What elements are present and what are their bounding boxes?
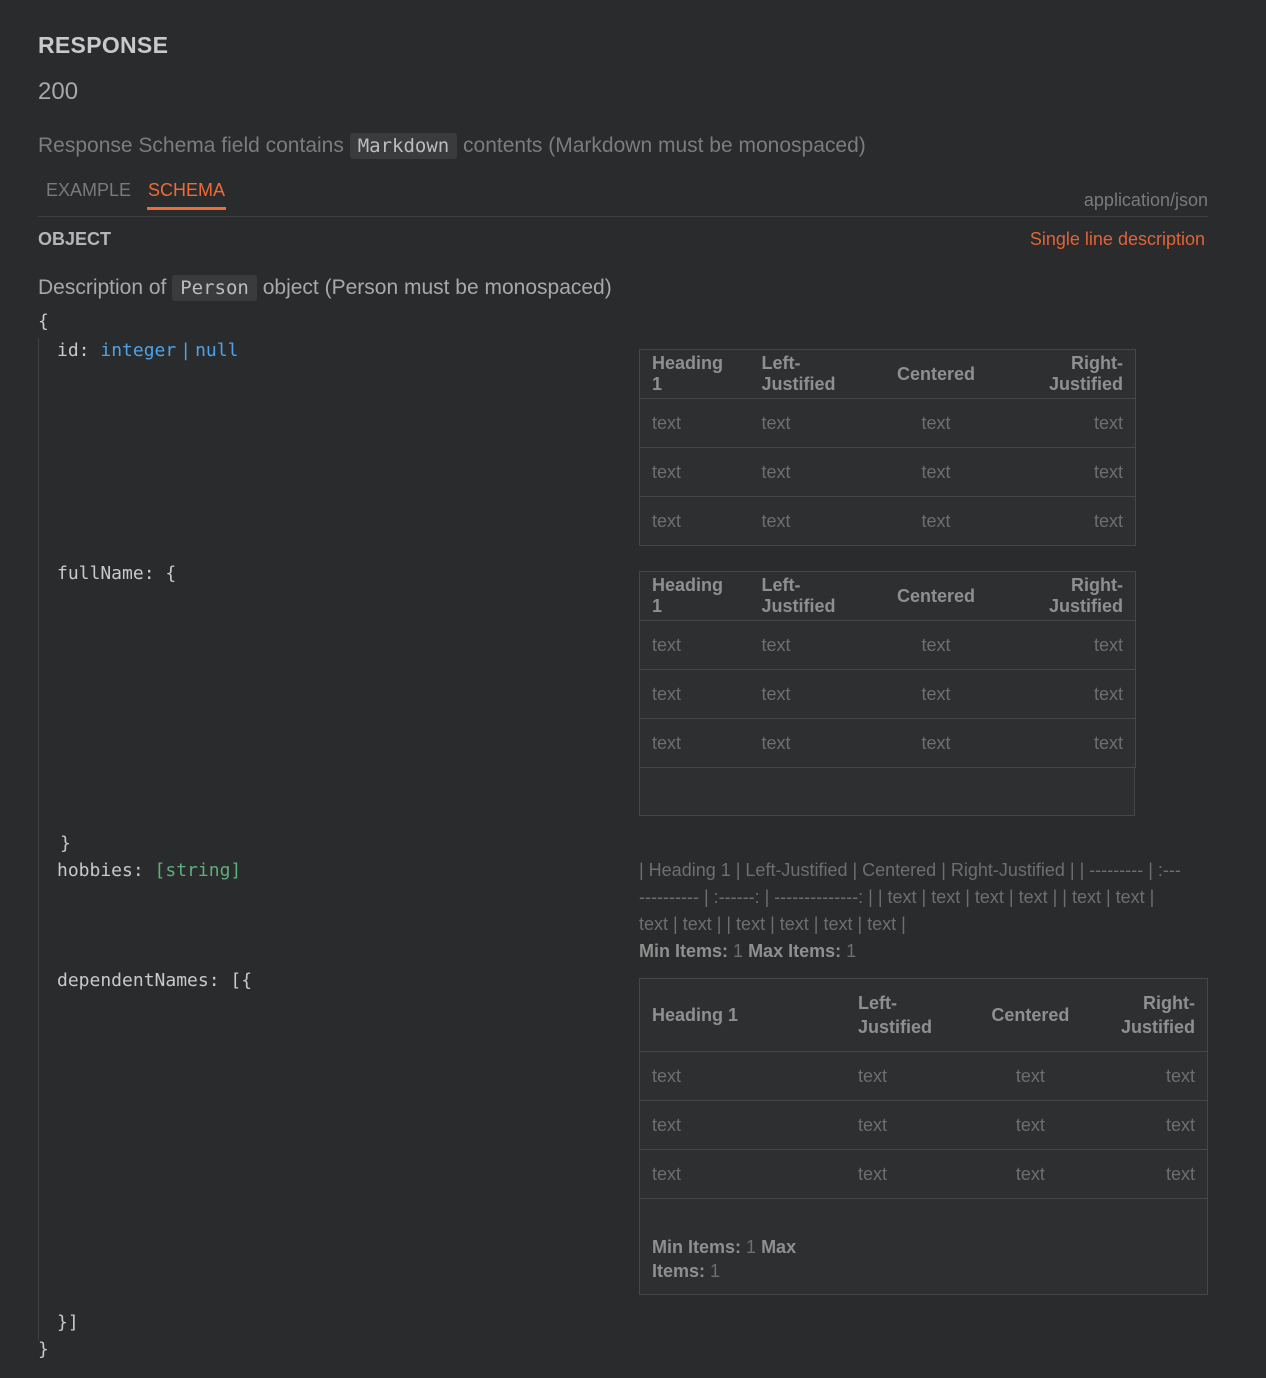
- raw-markdown-text: [639, 857, 1209, 965]
- table-cell: text: [749, 670, 885, 719]
- prop-hobbies-type: [string]: [154, 860, 242, 881]
- table-cell: text: [749, 621, 885, 670]
- response-title: RESPONSE: [38, 32, 169, 58]
- table-cell: text: [640, 1150, 847, 1199]
- table-cell: text: [987, 497, 1136, 546]
- object-desc-post: object (Person must be monospaced): [262, 276, 612, 299]
- prop-fullname: fullName: {: [57, 563, 177, 584]
- table-row: [640, 399, 1136, 448]
- table-cell: text: [846, 1101, 970, 1150]
- table-row: [640, 621, 1136, 670]
- min-items-value: 1: [746, 1237, 757, 1257]
- table-header: Heading 1: [640, 979, 847, 1052]
- max-word: Max: [761, 1237, 797, 1257]
- table-row: [640, 670, 1136, 719]
- table-header: Heading 1: [640, 572, 750, 621]
- table-header-row: [640, 979, 1208, 1052]
- table-cell: text: [987, 399, 1136, 448]
- table-row: [640, 1052, 1208, 1101]
- table-cell: text: [640, 399, 750, 448]
- prop-id-name: id:: [57, 340, 90, 361]
- table-cell: text: [987, 448, 1136, 497]
- table-header: Left-Justified: [749, 572, 885, 621]
- table-cell: text: [640, 497, 750, 546]
- table-row: [640, 497, 1136, 546]
- table-header: Centered: [885, 350, 987, 399]
- table-cell: text: [885, 497, 987, 546]
- table-cell: text: [640, 621, 750, 670]
- min-items-value: 1: [733, 941, 744, 961]
- tab-schema[interactable]: SCHEMA: [147, 180, 226, 210]
- markdown-table-2: [639, 571, 1136, 768]
- table-cell: text: [987, 670, 1136, 719]
- open-brace: {: [38, 311, 49, 332]
- max-items-value: 1: [710, 1261, 721, 1281]
- table-cell: text: [885, 719, 987, 768]
- table-cell: text: [749, 497, 885, 546]
- markdown-code: Markdown: [350, 133, 458, 159]
- table-2-empty-footer: [639, 768, 1135, 816]
- table-row: [640, 448, 1136, 497]
- table-header: Left-Justified: [749, 350, 885, 399]
- nesting-guide-line: [38, 338, 39, 1340]
- min-max-line-2: [652, 1259, 796, 1283]
- prop-id-null: null: [195, 340, 239, 361]
- table-cell: text: [987, 621, 1136, 670]
- schema-desc-post: contents (Markdown must be monospaced): [463, 134, 866, 157]
- type-separator: |: [180, 340, 192, 361]
- dependents-min-max: [652, 1235, 796, 1283]
- table-header: Right-Justified: [987, 350, 1136, 399]
- table-cell: text: [846, 1052, 970, 1101]
- single-line-description: Single line description: [1029, 229, 1205, 249]
- tab-bar: [38, 180, 1208, 217]
- table-header: Right-Justified: [987, 572, 1136, 621]
- object-description: [38, 276, 612, 300]
- hobbies-min-max: [639, 938, 1209, 965]
- table-header: Heading 1: [640, 350, 750, 399]
- table-cell: text: [640, 719, 750, 768]
- table-cell: text: [885, 621, 987, 670]
- prop-dependent-names: dependentNames: [{: [57, 970, 253, 991]
- max-items-label: Max Items:: [748, 941, 842, 961]
- table-cell: text: [970, 1101, 1091, 1150]
- markdown-table-3: [639, 978, 1208, 1199]
- raw-md-line: | Heading 1 | Left-Justified | Centered | Right-Justified | | --------- | :---: [639, 860, 1181, 880]
- table-cell: text: [1091, 1150, 1208, 1199]
- min-items-label: Min Items:: [639, 941, 729, 961]
- table-cell: text: [1091, 1052, 1208, 1101]
- table-cell: text: [970, 1052, 1091, 1101]
- object-desc-pre: Description of: [38, 276, 167, 299]
- table-row: [640, 719, 1136, 768]
- raw-md-line: text | text | | text | text | text | text |: [639, 914, 906, 934]
- prop-hobbies-name: hobbies:: [57, 860, 144, 881]
- table-header-row: [640, 350, 1136, 399]
- prop-dependent-names-close: }]: [57, 1312, 79, 1333]
- table-row: [640, 1150, 1208, 1199]
- person-code: Person: [172, 275, 257, 301]
- table-header-row: [640, 572, 1136, 621]
- prop-hobbies: [57, 860, 241, 881]
- table-cell: text: [640, 1101, 847, 1150]
- prop-id-type: integer: [100, 340, 177, 361]
- table-cell: text: [846, 1150, 970, 1199]
- prop-fullname-close: }: [60, 833, 71, 854]
- min-max-line-1: [652, 1235, 796, 1259]
- schema-desc-pre: Response Schema field contains: [38, 134, 344, 157]
- table-cell: text: [640, 448, 750, 497]
- object-type-label: OBJECT: [38, 229, 112, 249]
- tab-example[interactable]: EXAMPLE: [46, 180, 132, 200]
- response-schema-description: [38, 134, 866, 158]
- table-header: Left- Justified: [846, 979, 970, 1052]
- content-type-label: application/json: [1083, 190, 1208, 210]
- status-code: 200: [38, 78, 79, 105]
- table-cell: text: [885, 448, 987, 497]
- table-header: Right- Justified: [1091, 979, 1208, 1052]
- table-header: Centered: [970, 979, 1091, 1052]
- table-cell: text: [749, 448, 885, 497]
- table-3-footer: [639, 1199, 1208, 1295]
- table-row: [640, 1101, 1208, 1150]
- close-brace: }: [38, 1339, 49, 1360]
- markdown-table-1: [639, 349, 1136, 546]
- prop-id: [57, 340, 238, 361]
- table-cell: text: [640, 670, 750, 719]
- min-items-label: Min Items:: [652, 1237, 742, 1257]
- table-cell: text: [749, 719, 885, 768]
- items-word: Items:: [652, 1261, 706, 1281]
- raw-md-line: ---------- | :------: | --------------: | | text | text | text | text | | text | text |: [639, 887, 1155, 907]
- table-cell: text: [970, 1150, 1091, 1199]
- max-items-value: 1: [846, 941, 857, 961]
- table-cell: text: [640, 1052, 847, 1101]
- table-cell: text: [987, 719, 1136, 768]
- table-header: Centered: [885, 572, 987, 621]
- table-cell: text: [885, 399, 987, 448]
- table-cell: text: [885, 670, 987, 719]
- table-cell: text: [749, 399, 885, 448]
- table-cell: text: [1091, 1101, 1208, 1150]
